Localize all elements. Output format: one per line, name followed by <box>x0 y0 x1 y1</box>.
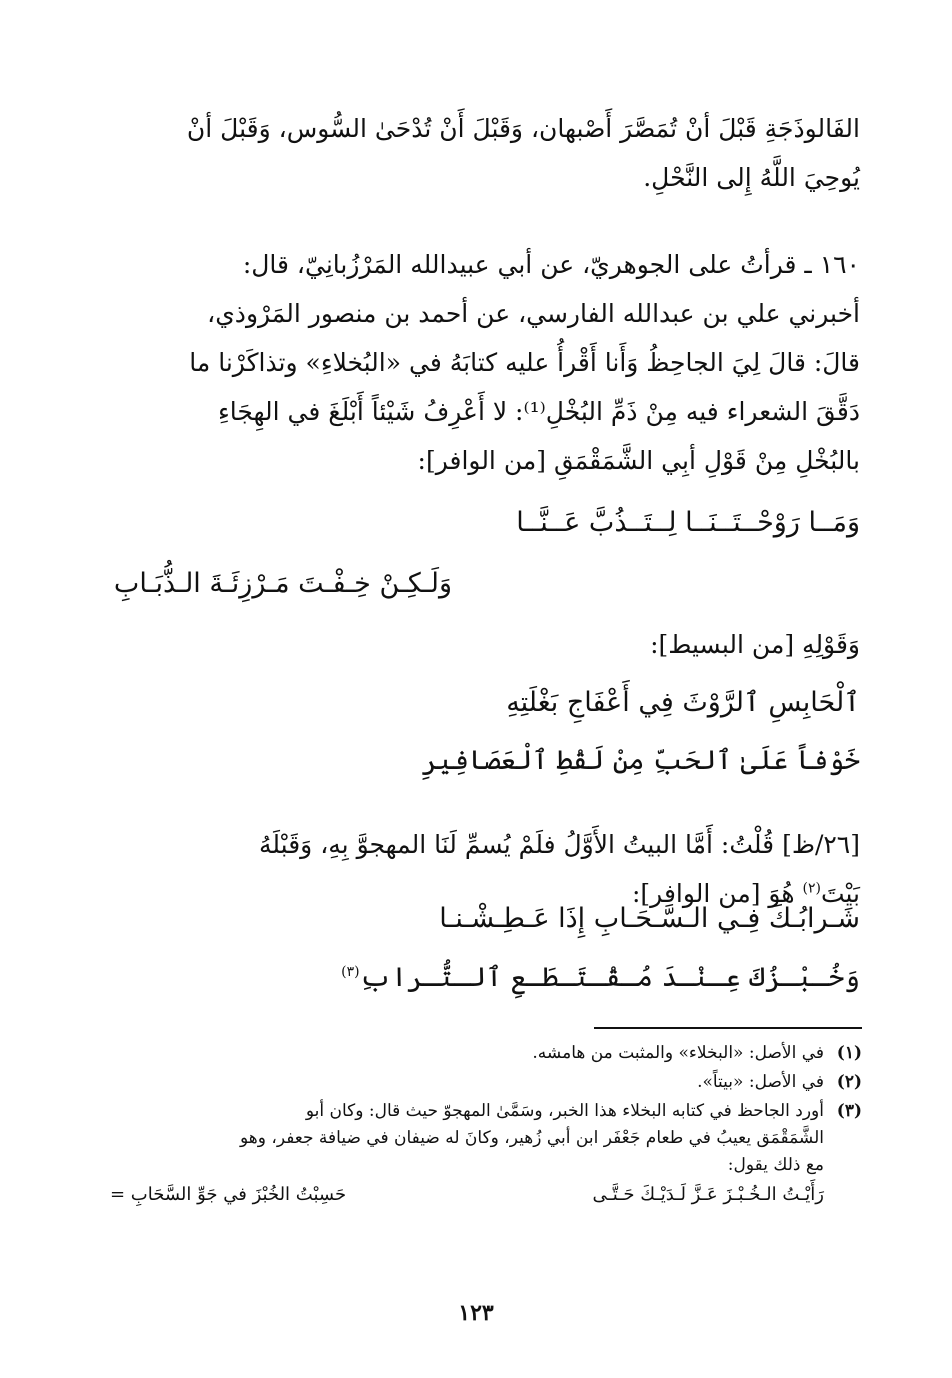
footnote-number: (٢) <box>836 1072 862 1092</box>
paragraph-160 <box>112 240 860 485</box>
text-line: في الأصل: «البخلاء» والمثبت من هامشه. <box>532 1043 824 1063</box>
paragraph-continuation <box>112 104 860 202</box>
footnote-marker: (٣) <box>341 964 360 980</box>
verse-2-hemistich-2: خَوْفاً عَلَىٰ ٱلحَبِّ مِنْ لَقْطِ ٱلْعَصَافِيرِ <box>421 745 860 776</box>
text-line: في الأصل: «بيتاً». <box>697 1072 824 1092</box>
text-line: بالبُخْلِ مِنْ قَوْلِ أبِي الشَّمَقْمَقِ [من الوافر]: <box>417 446 860 475</box>
text-line: دَقَّقَ الشعراء فيه مِنْ ذَمِّ البُخْلِ⁽¹⁾: لا أَعْرِفُ شَيْئاً أَبْلَغَ في الهِجَاءِ <box>218 397 860 426</box>
text-word: بَيْتَ <box>820 879 860 908</box>
footnote-marker: (٢) <box>802 880 821 897</box>
text-line: وَقَوْلِهِ [من البسيط]: <box>650 630 860 659</box>
text-line: أخبرني علي بن عبدالله الفارسي، عن أحمد بن منصور المَرْوذي، <box>207 299 860 328</box>
footnote-verse-hemistich-2: حَسِبْتُ الخُبْزَ في جَوِّ السَّحَابِ = <box>110 1184 347 1205</box>
text-line: [٢٦/ظ] قُلْتُ: أَمَّا البيتُ الأَوَّلُ فلَمْ يُسمِّ لَنَا المهجوَّ بِهِ، وَقَبْلَهُ <box>259 830 860 859</box>
footnote-verse <box>110 1181 862 1208</box>
text-line: مع ذلك يقول: <box>727 1155 824 1175</box>
page-number: ١٢٣ <box>458 1300 494 1326</box>
footnote-text <box>110 1098 824 1179</box>
text-line: الفَالوذَجَةِ قَبْلَ أنْ تُمَصَّرَ أَصْبهان، وَقَبْلَ أَنْ تُدْحَىٰ السُّوس، وَقَبْلَ أنْ <box>186 114 860 143</box>
verse-text: وَلَـكِـنْ خِـفْـتَ مَـرْزِئَـةَ الـذُّبَـابِ <box>113 568 452 599</box>
text-line: ١٦٠ ـ قرأتُ على الجوهريّ، عن أبي عبيدالله المَرْزُبانِيّ، قال: <box>242 250 860 279</box>
footnote-separator <box>594 1027 862 1029</box>
text-line: يُوحِيَ اللَّهُ إِلى النَّحْلِ. <box>643 163 860 192</box>
footnote-number: (٣) <box>836 1101 862 1121</box>
text-rest: هُوَ [من الوافر]: <box>632 879 795 908</box>
footnote-3 <box>110 1098 862 1179</box>
verse-3-hemistich-2 <box>341 952 860 1004</box>
footnote-number: (١) <box>836 1043 862 1063</box>
footnotes <box>110 1040 862 1208</box>
footnote-verse-hemistich-1: رَأَيْـتُ الـخُـبْـزَ عَـزَّ لَـدَيْـكَ حَـتَّـى <box>592 1184 824 1205</box>
footnote-2 <box>110 1069 862 1096</box>
text-line: أورد الجاحظ في كتابه البخلاء هذا الخبر، وسَمَّىٰ المهجوّ حيث قال: وكان أبو <box>305 1101 824 1121</box>
text-line: الشَّمَقْمَق يعيبُ في طعام جَعْفَر ابن أبي زُهير، وكانَ له ضيفان في ضيافة جعفر، وهو <box>239 1128 824 1148</box>
footnote-text <box>110 1069 824 1096</box>
footnote-1 <box>110 1040 862 1067</box>
verse-text: وَخُـبْـزُكَ عِـنْـدَ مُـقْـتَـطَـعِ ٱلـتُّـرابِ <box>359 962 860 993</box>
verse-3-hemistich-1: شَـرابُـكَ فِـي الـسَّـحَـابِ إِذَا عَـطِـشْـنـا <box>439 903 860 934</box>
verse-1-hemistich-1: وَمَــا رَوْحْــتَــنَــا لِــتَــذُبَّ عَــنَّــا <box>516 507 860 538</box>
verse-1-hemistich-2 <box>114 558 452 610</box>
footnote-text <box>110 1040 824 1067</box>
verse-2-hemistich-1: ٱلْحَابِسِ ٱلرَّوْثَ فِي أَعْفَاجِ بَغْلَتِهِ <box>506 687 860 718</box>
paragraph-verse-intro <box>112 620 860 669</box>
text-line: قالَ: قالَ لِيَ الجاحِظُ وَأَنا أَقْرأُ عليه كتابَهُ في «البُخلاءِ» وتذاكَرْنا ما <box>189 348 860 377</box>
